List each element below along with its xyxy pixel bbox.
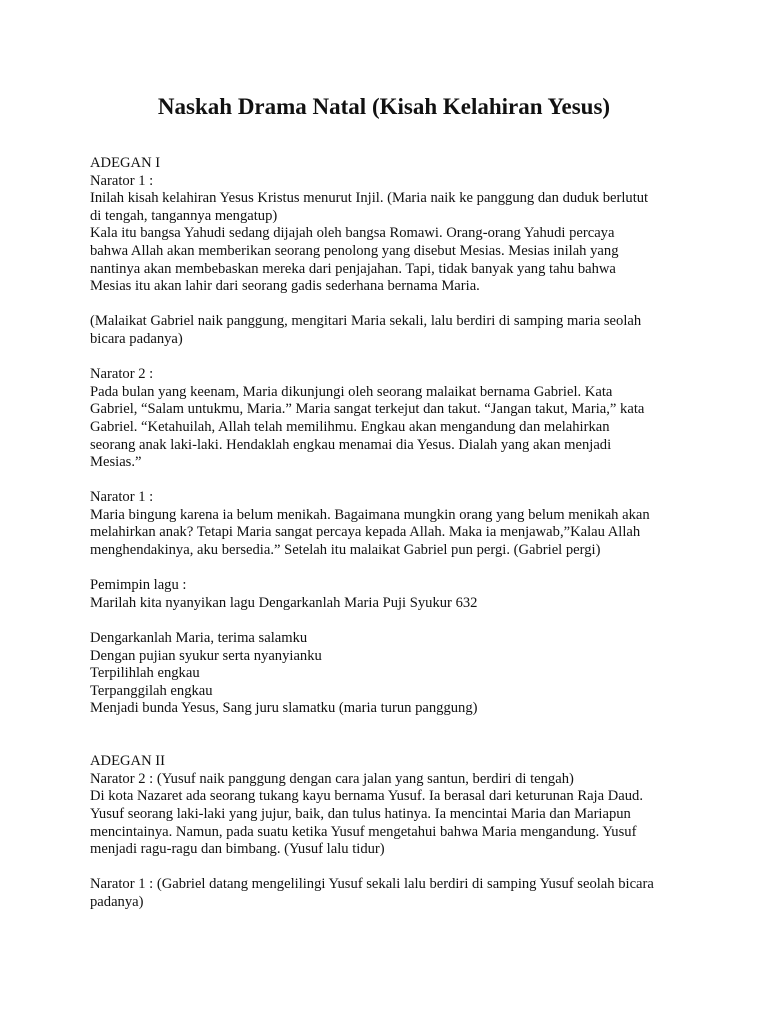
song-lyric-line: Terpilihlah engkau <box>90 665 200 682</box>
document-title: Naskah Drama Natal (Kisah Kelahiran Yesus) <box>157 94 611 119</box>
text-line: Gabriel, “Salam untukmu, Maria.” Maria sangat terkejut dan takut. “Jangan takut, Maria,” kata <box>90 401 645 418</box>
text-line: Gabriel. “Ketahuilah, Allah telah memilihmu. Engkau akan mengandung dan melahirkan <box>90 418 610 435</box>
text-line: Mesias.” <box>90 454 142 471</box>
paragraph-gap <box>90 560 690 578</box>
text-line: Mesias itu akan lahir dari seorang gadis sederhana bernama Maria. <box>90 278 480 295</box>
text-line: di tengah, tangannya mengatup) <box>90 207 278 224</box>
speaker-label: Narator 1 : (Gabriel datang mengelilingi Yusuf sekali lalu berdiri di samping Yusuf seolah bicara <box>90 876 654 893</box>
song-lyric-line: Dengarkanlah Maria, terima salamku <box>90 630 308 647</box>
text-line: menjadi ragu-ragu dan bimbang. (Yusuf lalu tidur) <box>90 841 385 858</box>
text-line: Kala itu bangsa Yahudi sedang dijajah oleh bangsa Romawi. Orang-orang Yahudi percaya <box>90 225 615 242</box>
speaker-label: Narator 2 : <box>90 366 154 383</box>
text-line: padanya) <box>90 893 144 910</box>
text-line: Pada bulan yang keenam, Maria dikunjungi oleh seorang malaikat bernama Gabriel. Kata <box>90 383 613 400</box>
text-line: bahwa Allah akan memberikan seorang penolong yang disebut Mesias. Mesias inilah yang <box>90 242 619 259</box>
text-line: Marilah kita nyanyikan lagu Dengarkanlah Maria Puji Syukur 632 <box>90 594 478 611</box>
paragraph-gap <box>90 859 690 877</box>
text-line: Di kota Nazaret ada seorang tukang kayu bernama Yusuf. Ia berasal dari keturunan Raja Daud. <box>90 788 643 805</box>
paragraph-gap <box>90 612 690 630</box>
scene-heading: ADEGAN II <box>90 753 165 770</box>
scene-heading: ADEGAN I <box>90 155 161 171</box>
paragraph-gap <box>90 349 690 367</box>
text-line: Maria bingung karena ia belum menikah. Bagaimana mungkin orang yang belum menikah akan <box>90 506 650 523</box>
document-body <box>90 155 690 912</box>
speaker-label: Narator 2 : (Yusuf naik panggung dengan cara jalan yang santun, berdiri di tengah) <box>90 770 574 787</box>
text-line: Inilah kisah kelahiran Yesus Kristus menurut Injil. (Maria naik ke panggung dan duduk berlutut <box>90 190 649 207</box>
paragraph-gap <box>90 718 690 753</box>
paragraph-gap <box>90 472 690 490</box>
text-line: seorang anak laki-laki. Hendaklah engkau menamai dia Yesus. Dialah yang akan menjadi <box>90 436 612 453</box>
text-line: menghendakinya, aku bersedia.” Setelah itu malaikat Gabriel pun pergi. (Gabriel pergi) <box>90 542 601 559</box>
paragraph-gap <box>90 296 690 314</box>
speaker-label: Narator 1 : <box>90 489 154 506</box>
song-lyric-line: Menjadi bunda Yesus, Sang juru slamatku (maria turun panggung) <box>90 700 478 717</box>
song-lyric-line: Dengan pujian syukur serta nyanyianku <box>90 647 322 664</box>
text-line: Yusuf seorang laki-laki yang jujur, baik, dan tulus hatinya. Ia mencintai Maria dan Mariapun <box>90 805 631 822</box>
song-lyric-line: Terpanggilah engkau <box>90 682 213 699</box>
text-line: nantinya akan membebaskan mereka dari penjajahan. Tapi, tidak banyak yang tahu bahwa <box>90 260 616 277</box>
text-line: mencintainya. Namun, pada suatu ketika Yusuf mengetahui bahwa Maria mengandung. Yusuf <box>90 823 637 840</box>
speaker-label: Narator 1 : <box>90 172 154 189</box>
stage-direction: bicara padanya) <box>90 330 183 347</box>
stage-direction: (Malaikat Gabriel naik panggung, mengitari Maria sekali, lalu berdiri di samping maria seolah <box>90 313 642 330</box>
text-line: melahirkan anak? Tetapi Maria sangat percaya kepada Allah. Maka ia menjawab,”Kalau Allah <box>90 524 641 541</box>
speaker-label: Pemimpin lagu : <box>90 577 187 594</box>
